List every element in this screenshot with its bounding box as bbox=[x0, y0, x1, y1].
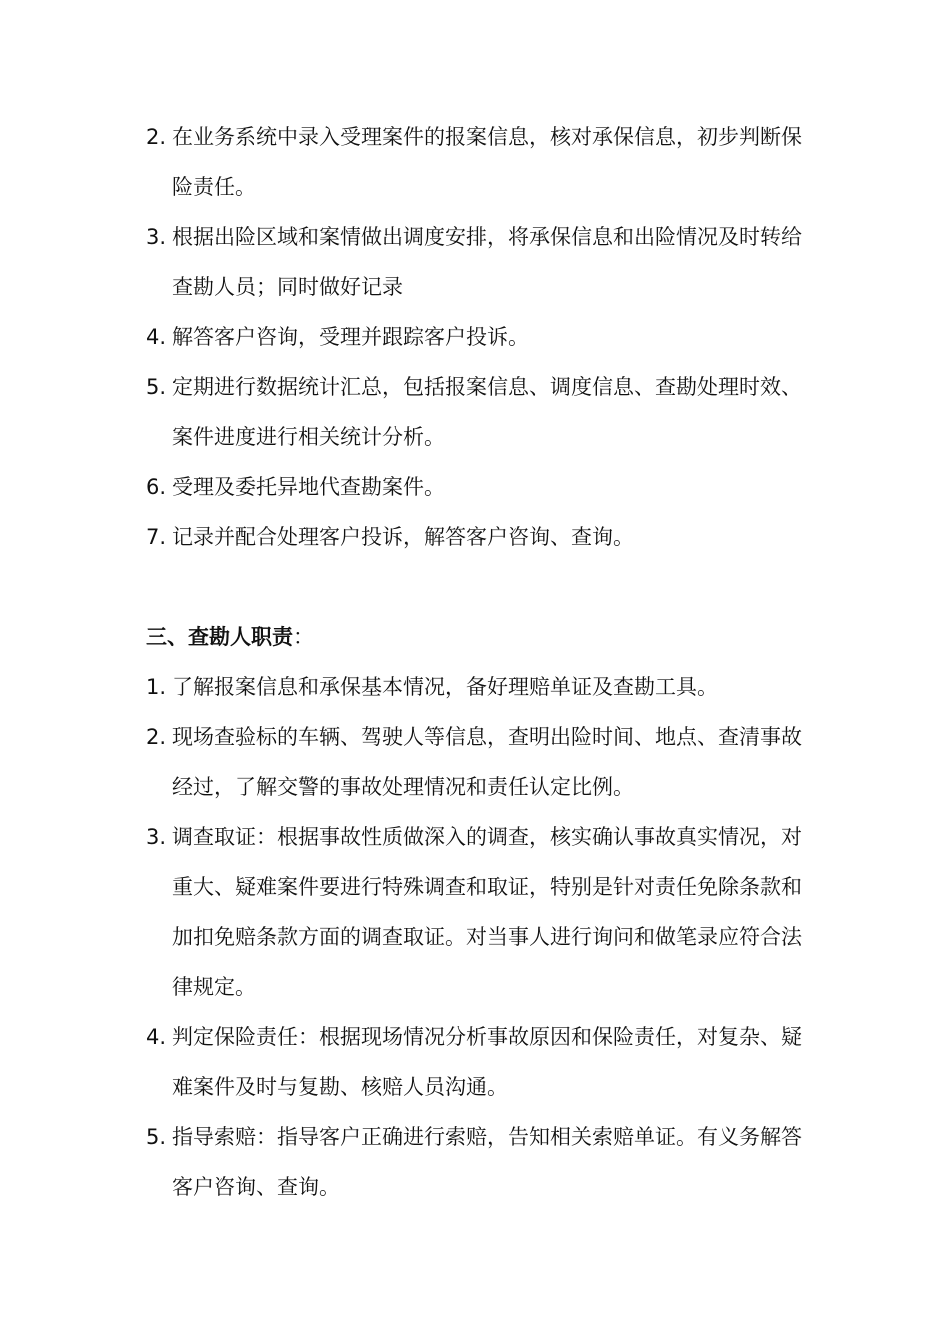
list-item bbox=[146, 812, 816, 1012]
item-number: 3. bbox=[146, 225, 167, 249]
list-item bbox=[146, 112, 816, 212]
item-number: 3. bbox=[146, 825, 167, 849]
list-item bbox=[146, 212, 816, 312]
list-item bbox=[146, 712, 816, 812]
section-heading-title: 三、查勘人职责 bbox=[146, 625, 293, 649]
item-text: 受理及委托异地代查勘案件。 bbox=[172, 475, 445, 499]
section-heading-colon: ： bbox=[293, 625, 314, 649]
item-number: 5. bbox=[146, 1125, 167, 1149]
list-item bbox=[146, 1112, 816, 1212]
document-body bbox=[146, 112, 816, 1212]
item-number: 4. bbox=[146, 1025, 167, 1049]
item-number: 5. bbox=[146, 375, 167, 399]
item-text: 根据出险区域和案情做出调度安排，将承保信息和出险情况及时转给查勘人员；同时做好记录 bbox=[172, 225, 802, 299]
item-number: 2. bbox=[146, 725, 167, 749]
item-number: 1. bbox=[146, 675, 167, 699]
item-text: 了解报案信息和承保基本情况，备好理赔单证及查勘工具。 bbox=[172, 675, 718, 699]
item-number: 7. bbox=[146, 525, 167, 549]
item-text: 解答客户咨询，受理并跟踪客户投诉。 bbox=[172, 325, 529, 349]
list-item bbox=[146, 362, 816, 462]
item-text: 判定保险责任：根据现场情况分析事故原因和保险责任，对复杂、疑难案件及时与复勘、核赔人员沟通。 bbox=[172, 1025, 802, 1099]
item-text: 指导索赔：指导客户正确进行索赔，告知相关索赔单证。有义务解答客户咨询、查询。 bbox=[172, 1125, 802, 1199]
item-text: 记录并配合处理客户投诉，解答客户咨询、查询。 bbox=[172, 525, 634, 549]
item-number: 2. bbox=[146, 125, 167, 149]
list-item bbox=[146, 512, 816, 562]
item-number: 6. bbox=[146, 475, 167, 499]
list-item bbox=[146, 462, 816, 512]
section-heading bbox=[146, 612, 816, 662]
section-spacer bbox=[146, 562, 816, 612]
item-text: 定期进行数据统计汇总，包括报案信息、调度信息、查勘处理时效、案件进度进行相关统计分析。 bbox=[172, 375, 802, 449]
list-item bbox=[146, 1012, 816, 1112]
item-text: 调查取证：根据事故性质做深入的调查，核实确认事故真实情况，对重大、疑难案件要进行特殊调查和取证，特别是针对责任免除条款和加扣免赔条款方面的调查取证。对当事人进行询问和做笔录应符合法律规定。 bbox=[172, 825, 802, 999]
item-text: 在业务系统中录入受理案件的报案信息，核对承保信息，初步判断保险责任。 bbox=[172, 125, 802, 199]
list-item bbox=[146, 662, 816, 712]
list-item bbox=[146, 312, 816, 362]
item-text: 现场查验标的车辆、驾驶人等信息，查明出险时间、地点、查清事故经过，了解交警的事故处理情况和责任认定比例。 bbox=[172, 725, 802, 799]
item-number: 4. bbox=[146, 325, 167, 349]
